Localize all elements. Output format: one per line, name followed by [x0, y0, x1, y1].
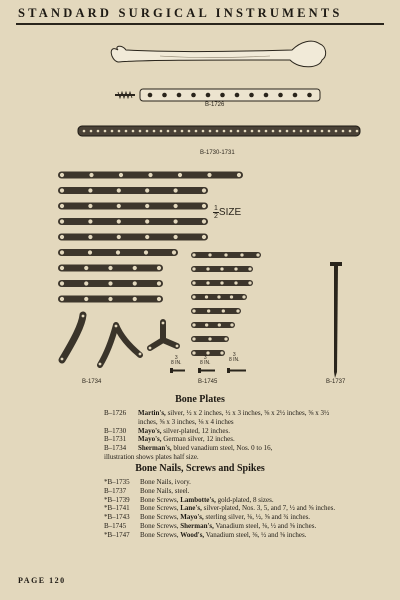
- sherman-plate-hole: [108, 296, 113, 301]
- strip-hole: [307, 130, 310, 133]
- inch-num: 3: [174, 355, 178, 361]
- plate-hole: [162, 93, 167, 98]
- sherman-plate-hole: [217, 323, 221, 327]
- section-title-bone-plates: Bone Plates: [175, 394, 225, 405]
- strip-hole: [153, 130, 156, 133]
- sherman-plate-hole: [204, 295, 208, 299]
- strip-hole: [118, 130, 121, 133]
- sherman-plate-hole: [59, 188, 64, 193]
- sherman-plate-hole: [116, 203, 121, 208]
- strip-hole: [223, 130, 226, 133]
- strip-hole: [188, 130, 191, 133]
- sherman-plate-hole: [88, 234, 93, 239]
- sherman-plates-small: [191, 252, 261, 356]
- inch-den: 8: [171, 360, 174, 366]
- sherman-plate: [58, 234, 208, 241]
- sherman-plate: [191, 322, 235, 328]
- sherman-plate-hole: [132, 265, 137, 270]
- item-name: Wood's,: [180, 530, 205, 539]
- sherman-plate-hole: [156, 281, 161, 286]
- sherman-plate-hole: [116, 234, 121, 239]
- inch-unit: IN.: [204, 360, 211, 366]
- item-code: *B–1739: [104, 495, 130, 504]
- item-text: sterling silver, ⅜, ½, ⅝ and ¾ inches.: [203, 513, 311, 522]
- strip-hole: [328, 130, 331, 133]
- strip-hole: [167, 130, 170, 133]
- sherman-plate-hole: [148, 172, 153, 177]
- plate-1730-illustration: [78, 126, 360, 136]
- sherman-plate-hole: [59, 219, 64, 224]
- plate-hole: [249, 93, 254, 98]
- sherman-plate-hole: [240, 253, 244, 257]
- sherman-plate-hole: [118, 172, 123, 177]
- sherman-plate-hole: [242, 295, 246, 299]
- strip-hole: [90, 130, 93, 133]
- item-text: silver-plated, Nos. 3, 5, and 7, ½ and ⅝ inches.: [201, 504, 336, 513]
- item-text: blued vanadium steel, Nos. 0 to 16,: [171, 444, 273, 453]
- caption-b-1737: B-1737: [326, 379, 346, 385]
- item-pre: Bone Screws,: [140, 513, 181, 522]
- inch-label-2: [200, 356, 211, 366]
- inch-num: 3: [232, 352, 236, 358]
- strip-hole: [83, 130, 86, 133]
- inch-num: 3: [203, 355, 207, 361]
- item-description: [140, 522, 342, 531]
- inch-unit: IN.: [175, 360, 182, 366]
- item-description: [140, 504, 342, 513]
- plate-hole: [307, 93, 312, 98]
- plate-hole: [206, 93, 211, 98]
- sherman-plate-hole: [208, 253, 212, 257]
- sherman-plate-hole: [201, 203, 206, 208]
- strip-hole: [174, 130, 177, 133]
- inch-den: 8: [200, 360, 203, 366]
- item-description: [138, 435, 344, 444]
- strip-hole: [321, 130, 324, 133]
- plate-hole: [148, 93, 153, 98]
- sherman-plate-hole: [205, 323, 209, 327]
- strip-hole: [356, 130, 359, 133]
- sherman-plate-hole: [192, 337, 196, 341]
- item-text: Vanadium steel, ⅜, ½ and ⅝ inches.: [204, 530, 307, 539]
- sherman-plate-hole: [108, 281, 113, 286]
- sherman-plate-hole: [177, 172, 182, 177]
- sherman-plate-hole: [192, 351, 196, 355]
- item-code: *B–1747: [104, 530, 130, 539]
- bone-nails-list: [104, 478, 342, 540]
- strip-hole: [104, 130, 107, 133]
- sherman-plate: [58, 203, 208, 210]
- half-numerator: 1: [214, 205, 218, 212]
- sherman-plate-hole: [145, 203, 150, 208]
- strip-hole: [286, 130, 289, 133]
- item-pre: Bone Screws,: [140, 521, 181, 530]
- item-description: [140, 531, 342, 540]
- sherman-plate-hole: [132, 296, 137, 301]
- sherman-plate-hole: [88, 188, 93, 193]
- strip-hole: [146, 130, 149, 133]
- plate-hole: [235, 93, 240, 98]
- sherman-plate-hole: [59, 265, 64, 270]
- strip-hole: [258, 130, 261, 133]
- strip-hole: [230, 130, 233, 133]
- plate-1726-illustration: [115, 89, 320, 101]
- item-code: *B–1735: [104, 478, 130, 486]
- sherman-plate-hole: [173, 188, 178, 193]
- item-name: Mayo's,: [138, 435, 162, 444]
- item-text: silver-plated, 12 inches.: [161, 426, 231, 435]
- item-code: B–1737: [104, 486, 127, 495]
- item-pre: Bone Nails, steel.: [140, 486, 190, 495]
- list-item: [104, 496, 342, 505]
- sherman-plate-hole: [84, 281, 89, 286]
- sherman-plate-hole: [143, 250, 148, 255]
- sherman-plate: [58, 187, 208, 194]
- inch-label-1: [171, 356, 182, 366]
- sherman-plate-hole: [224, 253, 228, 257]
- sherman-plate-hole: [84, 265, 89, 270]
- sherman-plate-hole: [145, 219, 150, 224]
- sherman-plate-hole: [88, 219, 93, 224]
- caption-b-1745: B-1745: [198, 379, 218, 385]
- page-header: STANDARD SURGICAL INSTRUMENTS: [18, 6, 343, 20]
- item-text: gold-plated, 8 sizes.: [215, 495, 274, 504]
- strip-hole: [209, 130, 212, 133]
- sherman-plate-hole: [59, 296, 64, 301]
- bone-illustration: [111, 41, 325, 67]
- sherman-plate-hole: [59, 250, 64, 255]
- sherman-plate-hole: [192, 295, 196, 299]
- sherman-plate-hole: [115, 250, 120, 255]
- sherman-plate-hole: [59, 234, 64, 239]
- list-item: [104, 487, 342, 496]
- sherman-plate-hole: [236, 309, 240, 313]
- sherman-plate-hole: [156, 296, 161, 301]
- item-pre: Bone Screws,: [140, 530, 181, 539]
- sherman-plate: [191, 308, 241, 314]
- item-description: [138, 427, 344, 436]
- sherman-plate-hole: [208, 337, 212, 341]
- curved-plates-illustration: [61, 315, 182, 366]
- item-description: [138, 409, 344, 427]
- section-title-bone-nails: Bone Nails, Screws and Spikes: [135, 463, 265, 474]
- sherman-plate-hole: [89, 172, 94, 177]
- strip-hole: [237, 130, 240, 133]
- list-item: [104, 522, 342, 531]
- small-screws-illustration: [170, 368, 246, 373]
- sherman-plate-hole: [192, 281, 196, 285]
- item-description: [140, 478, 342, 487]
- item-pre: Bone Nails, ivory.: [140, 478, 191, 486]
- sherman-plate-hole: [116, 219, 121, 224]
- strip-hole: [160, 130, 163, 133]
- plate-hole: [293, 93, 298, 98]
- item-description: [138, 444, 344, 453]
- item-name: Lane's,: [180, 504, 202, 513]
- sherman-plate-hole: [220, 267, 224, 271]
- inch-label-3: [229, 353, 240, 363]
- plate-hole: [264, 93, 269, 98]
- sherman-plate-hole: [173, 203, 178, 208]
- item-description: [140, 513, 342, 522]
- strip-hole: [216, 130, 219, 133]
- sherman-plate-hole: [234, 281, 238, 285]
- strip-hole: [251, 130, 254, 133]
- item-text: silver, ½ x 2 inches, ½ x 3 inches, ⅝ x 2½ inches, ⅝ x 3½ inches, ⅝ x 3 inches, ⅛ x 4 inches: [138, 409, 330, 426]
- item-code: B–1731: [104, 435, 127, 444]
- item-name: Sherman's,: [138, 444, 172, 453]
- strip-hole: [139, 130, 142, 133]
- sherman-plate-hole: [84, 296, 89, 301]
- list-item: [104, 504, 342, 513]
- item-text: Vanadium steel, ⅜, ½ and ⅝ inches.: [213, 521, 317, 530]
- sherman-plate-hole: [207, 309, 211, 313]
- sherman-plate-hole: [173, 219, 178, 224]
- sherman-plate-hole: [221, 309, 225, 313]
- item-name: Mayo's,: [138, 426, 162, 435]
- sherman-plate-hole: [206, 281, 210, 285]
- half-size-text: SIZE: [218, 207, 242, 219]
- item-code: B–1734: [104, 444, 127, 453]
- sherman-plate-hole: [145, 234, 150, 239]
- page-number: PAGE 120: [18, 576, 66, 585]
- item-name: Lambotte's,: [180, 495, 216, 504]
- sherman-plate-hole: [87, 250, 92, 255]
- sherman-plate-hole: [256, 253, 260, 257]
- sherman-plate-hole: [88, 203, 93, 208]
- item-pre: Bone Screws,: [140, 495, 181, 504]
- list-item: [104, 435, 344, 444]
- plate-hole: [177, 93, 182, 98]
- sherman-plate-hole: [220, 351, 224, 355]
- strip-hole: [335, 130, 338, 133]
- sherman-plate-hole: [192, 253, 196, 257]
- bone-nail-illustration: [330, 262, 342, 378]
- list-item: [104, 427, 344, 436]
- strip-hole: [244, 130, 247, 133]
- strip-hole: [342, 130, 345, 133]
- sherman-plate-hole: [201, 234, 206, 239]
- item-description: [140, 487, 342, 496]
- strip-hole: [272, 130, 275, 133]
- item-name: Mayo's,: [180, 513, 204, 522]
- sherman-plate-hole: [207, 172, 212, 177]
- plate-hole: [191, 93, 196, 98]
- item-code: *B–1741: [104, 504, 130, 513]
- caption-b-1734: B-1734: [82, 379, 102, 385]
- sherman-plate-hole: [229, 295, 233, 299]
- item-name: Martin's,: [138, 409, 166, 417]
- inch-unit: IN.: [233, 357, 240, 363]
- sherman-plate-hole: [248, 281, 252, 285]
- sherman-plate-hole: [145, 188, 150, 193]
- sherman-plate-hole: [201, 219, 206, 224]
- sherman-plate-hole: [116, 188, 121, 193]
- strip-hole: [111, 130, 114, 133]
- sherman-plate-hole: [236, 172, 241, 177]
- sherman-plate-hole: [230, 323, 234, 327]
- item-pre: Bone Screws,: [140, 504, 181, 513]
- strip-hole: [125, 130, 128, 133]
- sherman-plate-hole: [59, 281, 64, 286]
- sherman-plate-hole: [156, 265, 161, 270]
- strip-hole: [97, 130, 100, 133]
- sherman-plate-hole: [192, 309, 196, 313]
- item-text: German silver, 12 inches.: [161, 435, 235, 444]
- strip-hole: [300, 130, 303, 133]
- list-item: [104, 531, 342, 540]
- strip-hole: [265, 130, 268, 133]
- sherman-plate-hole: [201, 188, 206, 193]
- caption-b-1726: B-1726: [205, 102, 225, 108]
- item-code: B–1745: [104, 521, 127, 530]
- list-item: [104, 409, 344, 427]
- list-item: [104, 513, 342, 522]
- sherman-plate-hole: [173, 234, 178, 239]
- bone-plates-note: illustration shows plates half size.: [104, 452, 199, 461]
- strip-hole: [293, 130, 296, 133]
- sherman-plate-hole: [224, 337, 228, 341]
- strip-hole: [314, 130, 317, 133]
- sherman-plate-hole: [234, 267, 238, 271]
- sherman-plate-hole: [59, 172, 64, 177]
- half-denominator: 2: [214, 213, 218, 220]
- strip-hole: [132, 130, 135, 133]
- bone-plates-list: [104, 409, 344, 462]
- plate-hole: [278, 93, 283, 98]
- list-item: [104, 444, 344, 453]
- plate-hole: [220, 93, 225, 98]
- caption-b-1730-1731: B-1730-1731: [200, 150, 235, 156]
- strip-hole: [181, 130, 184, 133]
- sherman-plate-hole: [192, 323, 196, 327]
- sherman-plate: [58, 218, 208, 225]
- inch-den: 8: [229, 357, 232, 363]
- sherman-plate-hole: [220, 281, 224, 285]
- strip-hole: [195, 130, 198, 133]
- sherman-plate-hole: [108, 265, 113, 270]
- sherman-plate-hole: [217, 295, 221, 299]
- sherman-plate-hole: [171, 250, 176, 255]
- sherman-plate-hole: [192, 267, 196, 271]
- list-item: [104, 478, 342, 487]
- item-code: B–1726: [104, 409, 127, 417]
- item-name: Sherman's,: [180, 521, 214, 530]
- item-code: B–1730: [104, 426, 127, 435]
- sherman-plate-hole: [132, 281, 137, 286]
- item-description: [140, 496, 342, 505]
- sherman-plate-hole: [206, 267, 210, 271]
- sherman-plate-hole: [59, 203, 64, 208]
- sherman-plate-hole: [248, 267, 252, 271]
- item-code: *B–1743: [104, 513, 130, 522]
- strip-hole: [349, 130, 352, 133]
- strip-hole: [279, 130, 282, 133]
- half-size-label: [213, 205, 241, 220]
- strip-hole: [202, 130, 205, 133]
